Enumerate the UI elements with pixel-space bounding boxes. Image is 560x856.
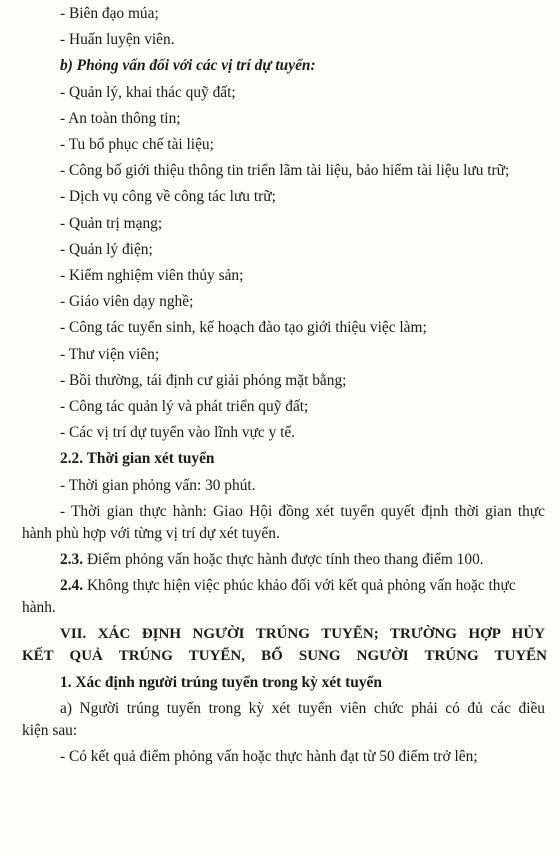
section-number: 2.4. [60,577,84,595]
paragraph-line [60,576,545,596]
section-number: 2.3. [60,551,84,568]
list-item: - Huấn luyện viên. [60,31,175,49]
list-item: - Biên đạo múa; [60,5,159,22]
paragraph-line: a) Người trúng tuyển trong kỳ xét tuyển viên chức phải có đủ các điều [60,699,545,717]
paragraph-text: Điểm phỏng vấn hoặc thực hành được tính theo thang điểm 100. [83,551,484,568]
list-item: - An toàn thông tin; [60,109,181,127]
list-item: - Kiểm nghiệm viên thủy sản; [60,267,244,284]
interview-heading: b) Phỏng vấn đối với các vị trí dự tuyển: [60,57,316,75]
list-item: - Bồi thường, tái định cư giải phóng mặt bằng; [60,371,347,389]
paragraph-line [60,550,545,570]
paragraph-line: - Thời gian phỏng vấn: 30 phút. [60,476,256,494]
list-item: - Quản lý, khai thác quỹ đất; [60,83,236,101]
paragraph-line: hành. [22,599,56,617]
section-heading: 2.2. Thời gian xét tuyển [60,450,215,468]
list-item: - Giáo viên dạy nghề; [60,293,194,311]
paragraph-line: - Thời gian thực hành: Giao Hội đồng xét tuyển quyết định thời gian thực [60,502,545,520]
chapter-heading: VII. XÁC ĐỊNH NGƯỜI TRÚNG TUYỂN; TRƯỜNG HỢP HỦY [60,626,545,643]
list-item: - Thư viện viên; [60,345,160,363]
chapter-heading: KẾT QUẢ TRÚNG TUYỂN, BỔ SUNG NGƯỜI TRÚNG TUYỂN [22,648,547,665]
list-item: - Quản trị mạng; [60,214,163,232]
paragraph-line: hành phù hợp với từng vị trí dự xét tuyển. [22,524,280,542]
list-item: - Công tác quản lý và phát triển quỹ đất; [60,398,309,415]
list-item: - Quản lý điện; [60,240,153,258]
list-item: - Dịch vụ công về công tác lưu trữ; [60,188,276,206]
list-item: - Có kết quả điểm phỏng vấn hoặc thực hành đạt từ 50 điểm trở lên; [60,748,478,765]
section-heading: 1. Xác định người trúng tuyển trong kỳ xét tuyển [60,673,382,691]
list-item: - Công tác tuyển sinh, kế hoạch đào tạo giới thiệu việc làm; [60,319,427,337]
list-item: - Tu bổ phục chế tài liệu; [60,136,214,153]
list-item: - Công bố giới thiệu thông tin triển lãm tài liệu, bảo hiểm tài liệu lưu trữ; [60,162,510,180]
paragraph-text: Không thực hiện việc phúc khảo đối với kết quả phỏng vấn hoặc thực [83,577,516,595]
paragraph-line: kiện sau: [22,721,78,739]
list-item: - Các vị trí dự tuyển vào lĩnh vực y tế. [60,424,296,442]
